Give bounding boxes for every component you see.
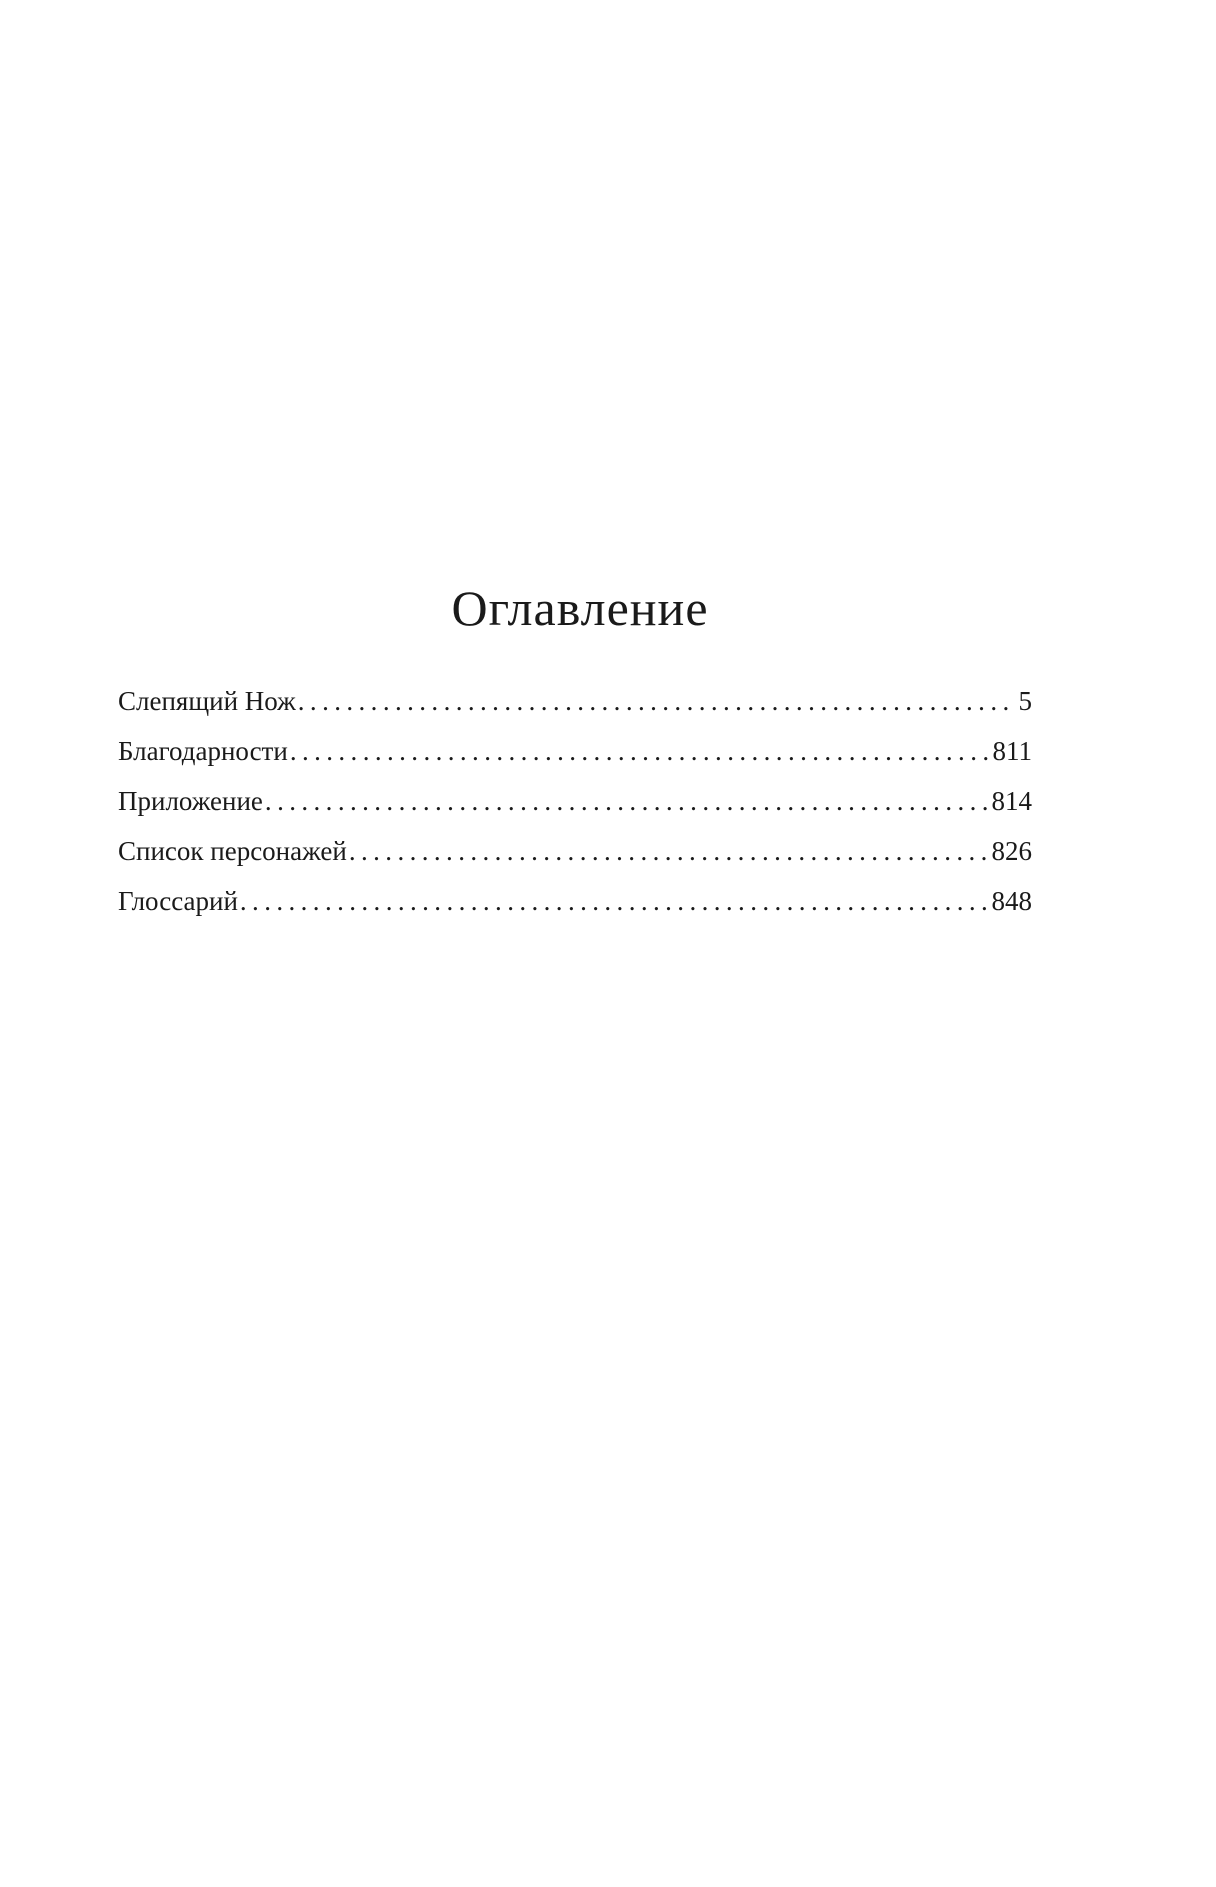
dot-leader	[349, 830, 988, 872]
dot-leader	[240, 880, 988, 922]
toc-entry-title: Глоссарий	[118, 886, 238, 916]
toc-entry	[118, 880, 1032, 930]
toc-entry-page-number: 848	[991, 886, 1032, 916]
toc-entry-page-number: 5	[1018, 686, 1032, 716]
toc-entry	[118, 680, 1032, 730]
toc-entry-title: Приложение	[118, 786, 263, 816]
toc-entry	[118, 780, 1032, 830]
page-title: Оглавление	[451, 580, 709, 636]
dot-leader	[298, 680, 1015, 722]
toc-entry	[118, 730, 1032, 780]
toc-entry-page-number: 811	[992, 736, 1032, 766]
toc-entry-title: Слепящий Нож	[118, 686, 296, 716]
toc-entry-title: Благодарности	[118, 736, 288, 766]
toc-entry-title: Список персонажей	[118, 836, 347, 866]
toc-entry-page-number: 826	[991, 836, 1032, 866]
dot-leader	[290, 730, 989, 772]
toc-entry-page-number: 814	[991, 786, 1032, 816]
dot-leader	[265, 780, 988, 822]
toc-entry	[118, 830, 1032, 880]
table-of-contents	[118, 680, 1032, 930]
